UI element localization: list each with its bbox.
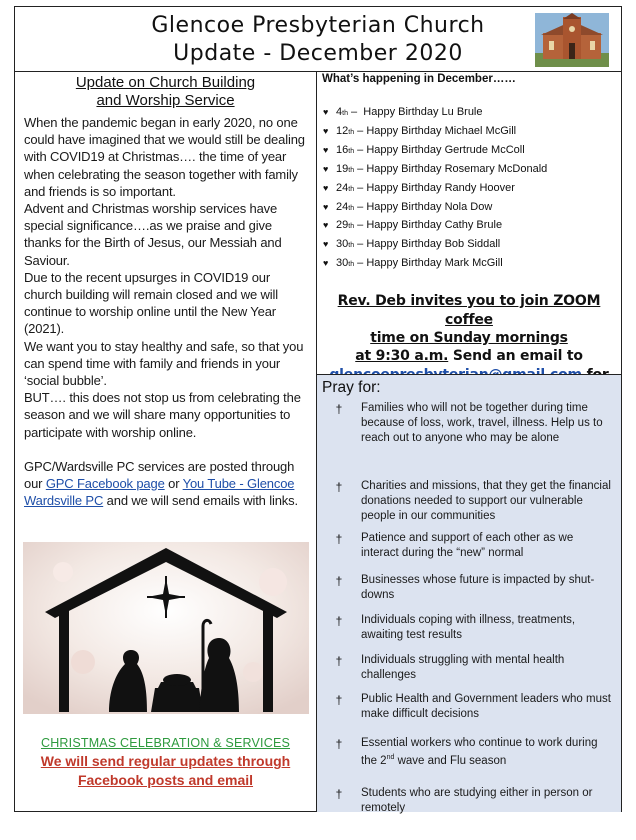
paragraph-closure: Due to the recent upsurges in COVID19 our church building will remain closed and we will continue to worship online until the New Year (2021). bbox=[24, 269, 278, 337]
regular-updates-note: We will send regular updates through Facebook posts and email bbox=[40, 753, 291, 788]
services-paragraph: GPC/Wardsville PC services are posted through our GPC Facebook page or You Tube - Glencoe Wardsville PC and we will send emails with links. bbox=[24, 458, 298, 509]
heart-icon: ♥ bbox=[323, 239, 329, 250]
prayer-section bbox=[317, 374, 621, 812]
right-column bbox=[316, 72, 622, 812]
heart-icon: ♥ bbox=[323, 163, 329, 174]
paragraph-advent: Advent and Christmas worship services have special significance….as we praise and give thanks for the Birth of Jesus, our Messiah and Saviour. bbox=[24, 201, 282, 268]
prayer-item: † Charities and missions, that they get the financial donations needed to support our vulnerable people in our communities bbox=[317, 479, 621, 523]
facebook-page-link[interactable]: GPC Facebook page bbox=[45, 476, 165, 492]
church-update-body bbox=[15, 110, 316, 509]
left-column bbox=[14, 72, 316, 812]
cross-icon: † bbox=[335, 574, 343, 588]
birthday-item: ♥ 4 th – Happy Birthday Lu Brule bbox=[323, 104, 621, 123]
cross-icon: † bbox=[335, 480, 343, 494]
zoom-time: at 9:30 a.m. bbox=[355, 348, 449, 365]
birthday-item: ♥ 29 th – Happy Birthday Cathy Brule bbox=[323, 217, 621, 236]
cross-icon: † bbox=[335, 737, 343, 751]
cross-icon: † bbox=[335, 787, 343, 801]
heart-icon: ♥ bbox=[323, 220, 329, 231]
church-building-photo bbox=[535, 13, 609, 67]
birthday-item: ♥ 16 th – Happy Birthday Gertrude McColl bbox=[323, 142, 621, 161]
heart-icon: ♥ bbox=[323, 107, 329, 117]
prayer-item: † Businesses whose future is impacted by shut-downs bbox=[317, 573, 621, 603]
birthday-item: ♥ 24 th – Happy Birthday Nola Dow bbox=[323, 199, 621, 218]
birthday-item: ♥ 30 th – Happy Birthday Mark McGill bbox=[323, 255, 621, 274]
prayer-item: † Individuals coping with illness, treatments, awaiting test results bbox=[317, 613, 621, 643]
prayer-item: † Public Health and Government leaders who must make difficult decisions bbox=[317, 692, 621, 722]
newsletter-header bbox=[14, 6, 622, 72]
youtube-channel-link[interactable]: You Tube - Glencoe Wardsville PC bbox=[24, 476, 295, 509]
prayer-item: † Patience and support of each other as we interact during the “new” normal bbox=[317, 531, 621, 561]
heart-icon: ♥ bbox=[323, 144, 329, 155]
birthday-list bbox=[317, 86, 621, 274]
prayer-item: † Students who are studying either in person or remotely bbox=[317, 786, 621, 816]
birthday-item: ♥ 30 th – Happy Birthday Bob Siddall bbox=[323, 236, 621, 255]
prayer-item: † Families who will not be together during time because of loss, work, travel, illness. Help us to reach out to anyone who may be alone bbox=[317, 401, 621, 445]
christmas-celebration-heading: CHRISTMAS CELEBRATION & SERVICES bbox=[40, 736, 291, 750]
birthday-item: ♥ 19 th – Happy Birthday Rosemary McDonald bbox=[323, 161, 621, 180]
paragraph-stay-safe: We want you to stay healthy and safe, so that you can spend time with family and friends in your ‘social bubble’. bbox=[24, 338, 304, 389]
cross-icon: † bbox=[335, 614, 343, 628]
nativity-scene-image bbox=[23, 542, 309, 714]
birthday-item: ♥ 12 th – Happy Birthday Michael McGill bbox=[323, 123, 621, 142]
birthday-item: ♥ 24 th – Happy Birthday Randy Hoover bbox=[323, 180, 621, 199]
prayer-item: † Individuals struggling with mental health challenges bbox=[317, 653, 621, 683]
heart-icon: ♥ bbox=[323, 201, 329, 212]
prayer-item: † Essential workers who continue to work during the 2nd wave and Flu season bbox=[317, 736, 621, 768]
cross-icon: † bbox=[335, 654, 343, 668]
heart-icon: ♥ bbox=[323, 258, 329, 269]
paragraph-pandemic: When the pandemic began in early 2020, no one could have imagined that we would still be dealing with COVID19 at Christmas…. the time of year when celebrating the season together with family and friends is so important. bbox=[24, 115, 305, 199]
church-name-title: Glencoe Presbyterian Church bbox=[151, 13, 485, 38]
heart-icon: ♥ bbox=[323, 125, 329, 136]
pray-for-heading: Pray for: bbox=[322, 379, 381, 396]
cross-icon: † bbox=[335, 402, 343, 416]
update-title: Update - December 2020 bbox=[173, 41, 463, 66]
cross-icon: † bbox=[335, 532, 343, 546]
paragraph-celebrate: BUT…. this does not stop us from celebrating the season and we will share many opportunities to participate with worship online. bbox=[24, 390, 301, 440]
cross-icon: † bbox=[335, 693, 343, 707]
zoom-coffee-invitation: Rev. Deb invites you to join ZOOM coffee time on Sunday mornings at 9:30 a.m. Send an email to bbox=[317, 292, 621, 402]
whats-happening-heading: What’s happening in December…… bbox=[322, 73, 516, 85]
heart-icon: ♥ bbox=[323, 182, 329, 193]
church-building-heading: Update on Church Building and Worship Service bbox=[75, 74, 256, 109]
